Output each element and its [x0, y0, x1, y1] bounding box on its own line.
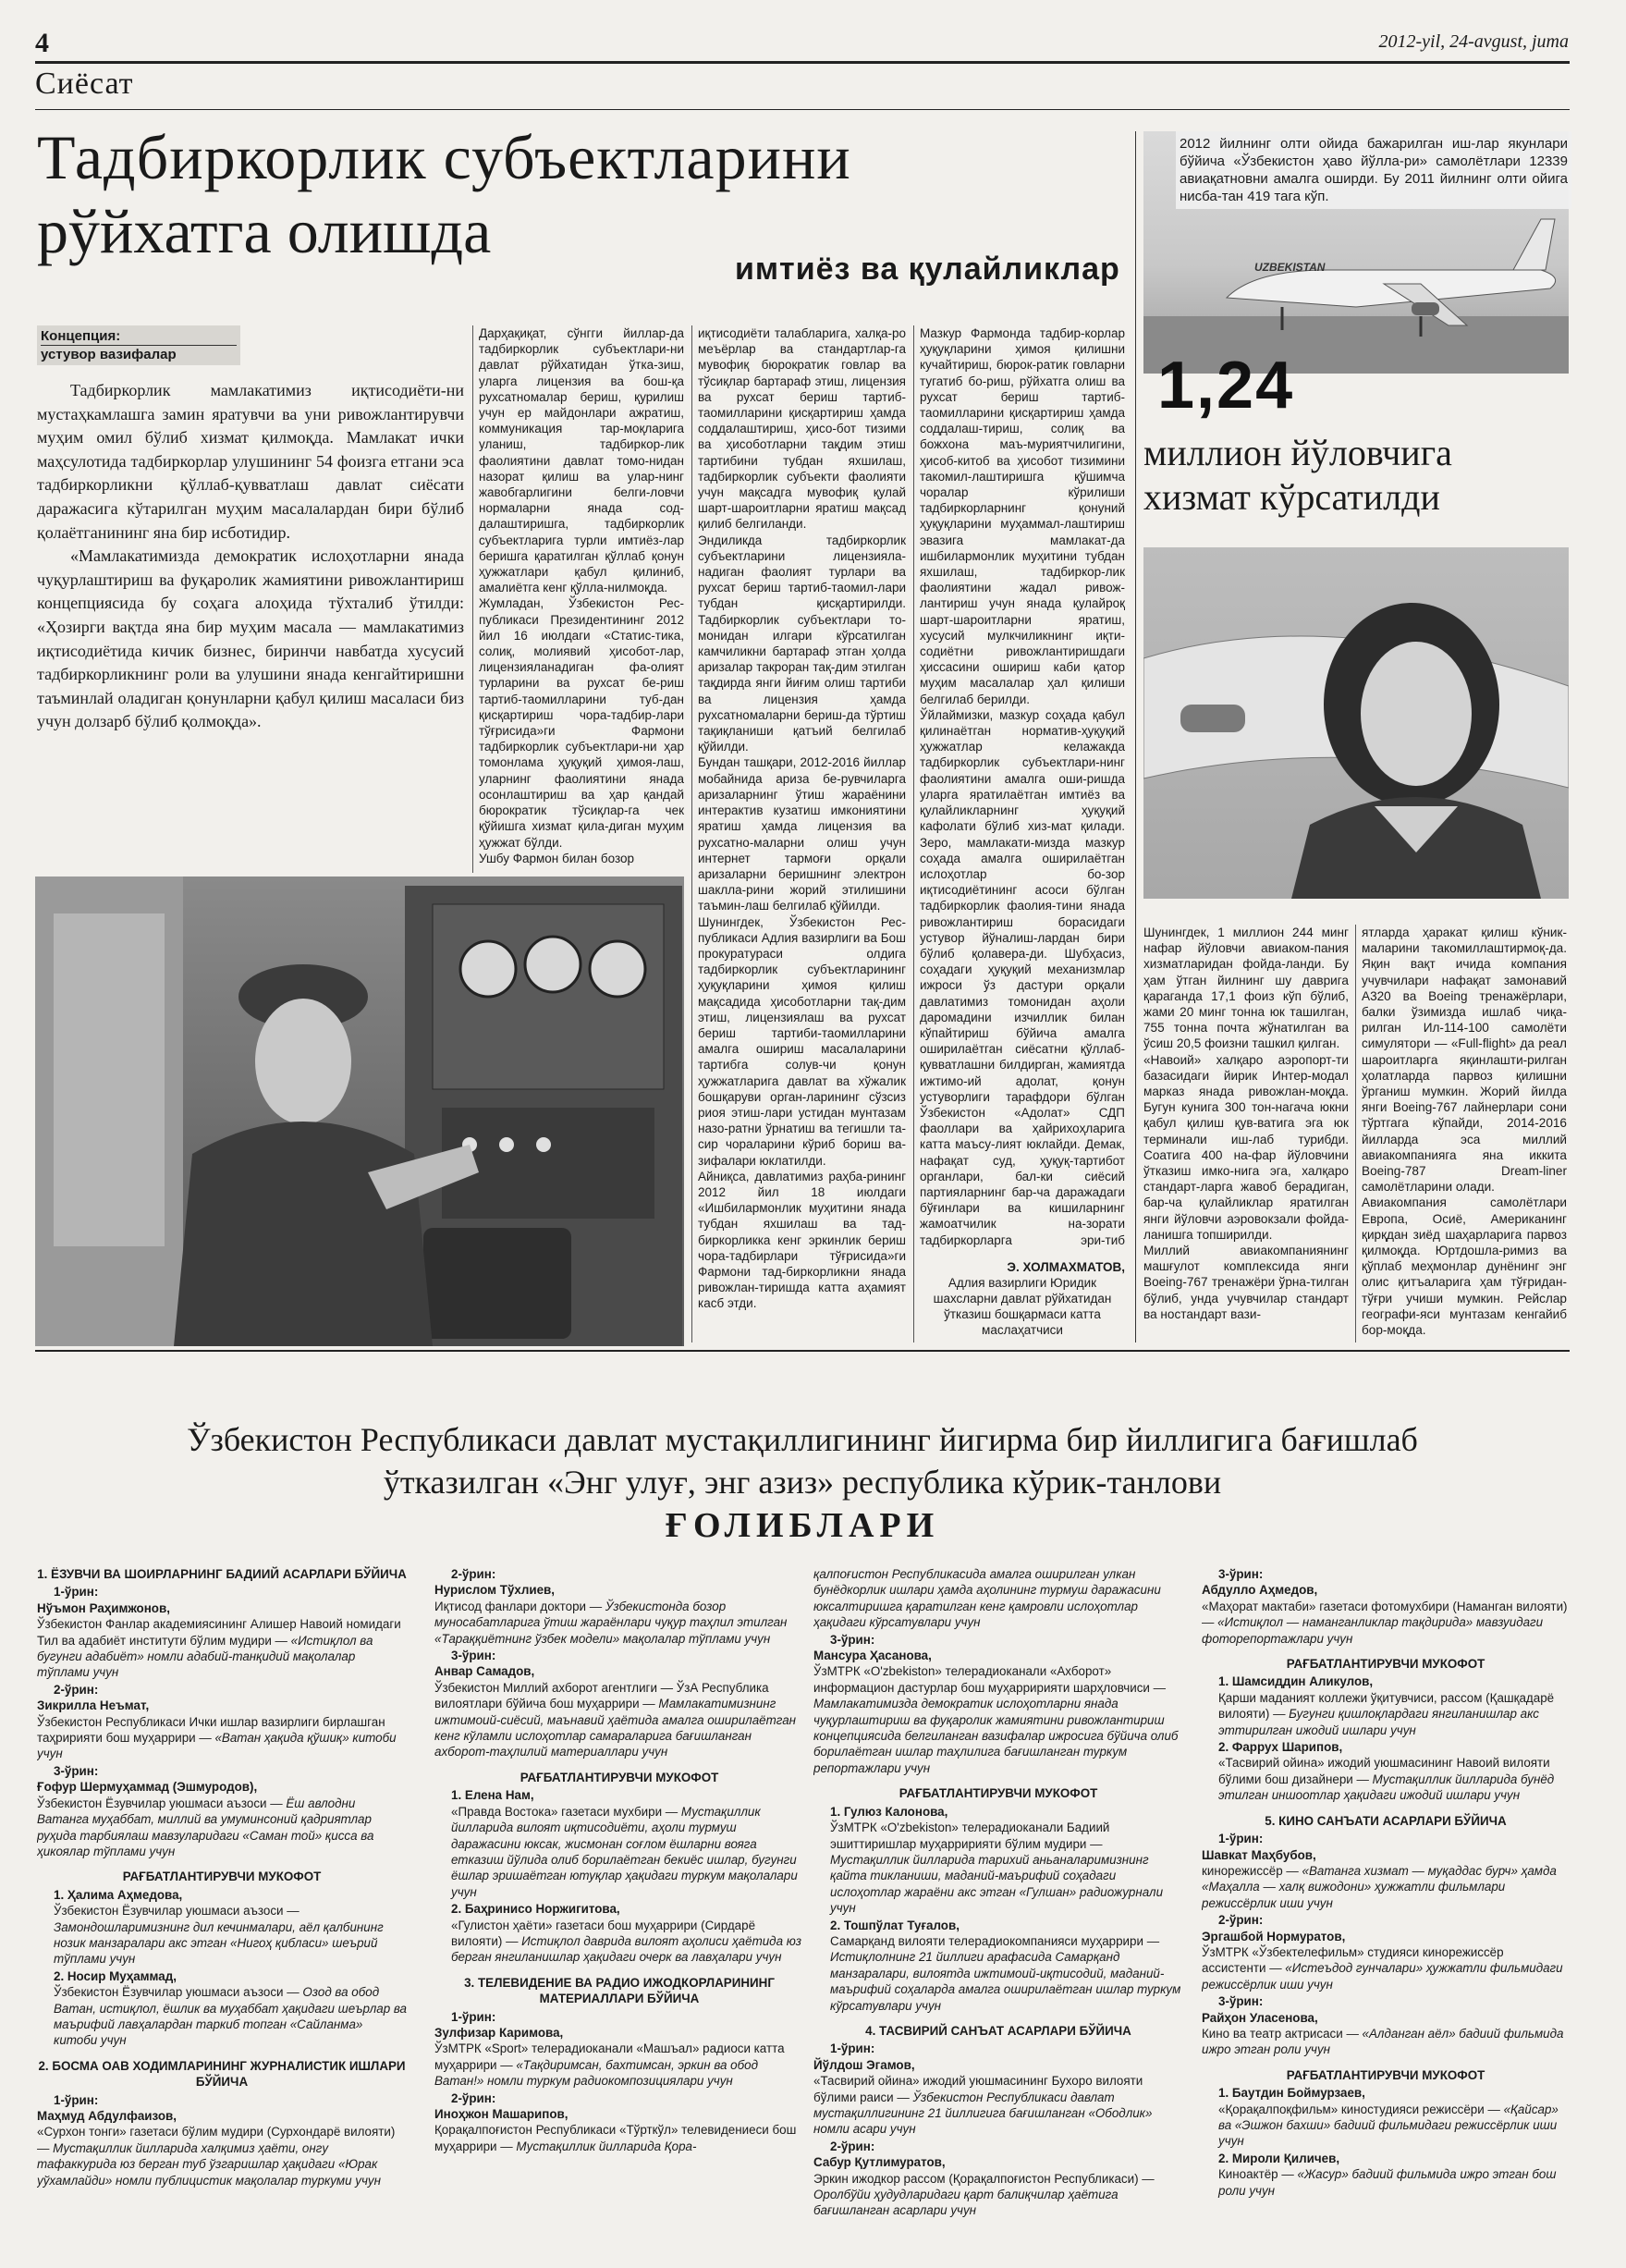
winner-position: ЎзМТРК «Sport» телерадиоканали «Машъал» радиоси катта муҳаррири [434, 2041, 785, 2072]
issue-date: 2012-yil, 24-avgust, juma [1378, 31, 1569, 52]
winner-name: Зулфизар Каримова, [434, 2025, 564, 2040]
winner-name: 2. Баҳриниcо Норжигитова, [451, 1902, 620, 1917]
contest-title-line1: Ўзбекистон Республикаси давлат мустақиллигининг йигирма бир йиллигига бағишлаб [187, 1421, 1418, 1458]
winner-position: Қарши маданият коллежи ўқитувчиси, рассом (Қашқадарё вилояти) [1218, 1690, 1555, 1722]
winner-work-continued: қалпоғистон Республикасида амалга оширилган улкан бунёдкорлик ишлари ҳамда аҳолининг турмуш даражасини юксалтиришга қаратилган кенг қамровли ислоҳотлар ҳақидаги кўрсатувлари учун [813, 1567, 1161, 1630]
winner-name: Абдулло Аҳмедов, [1202, 1583, 1318, 1598]
place-label: 2-ўрин: [451, 2090, 496, 2105]
contest-column-2 [434, 1561, 804, 2263]
sidebar-headline-line1: миллион йўловчига [1143, 432, 1452, 473]
winner-name: 1. Баутдин Боймурзаев, [1218, 2086, 1365, 2101]
encouragement-title: РАҒБАТЛАНТИРУВЧИ МУКОФОТ [899, 1786, 1098, 1801]
winner-entry [434, 1787, 804, 1900]
place-label: 3-ўрин: [1218, 1567, 1264, 1581]
column-divider [913, 325, 914, 1342]
winner-work: — «Тақдиримсан, бахтимсан, эркин ва обод Ватан!» номли туркум радиокомпозициялари учун [434, 2057, 759, 2089]
winner-work: — Мустақиллик йилларида халқимиз ҳаёти, онгу тафаккурида юз берган туб ўзгаришлар ҳақидаги «Юрак уўхамлайди» номли публицистик мақолалар туркуми учун [37, 2140, 381, 2188]
winner-work: — Оролбўйи ҳудудларидаги қарт балиқчилар ҳаётига бағишланган асарлари учун [813, 2171, 1155, 2218]
winner-work: — «Истиқлол ва бугунги адабиёт» номли адабий-танқидий мақолалар тўплами учун [37, 1633, 373, 1680]
encouragement-title: РАҒБАТЛАНТИРУВЧИ МУКОФОТ [1286, 2067, 1485, 2082]
winner-entry [434, 2106, 804, 2154]
winner-name: 1. Гулюз Калонова, [830, 1804, 948, 1819]
section-rule [35, 109, 1570, 110]
category-title: 4. ТАСВИРИЙ САНЪАТ АСАРЛАРИ БЎЙИЧА [865, 2023, 1131, 2038]
winner-position: Қорақалпоғистон Республикаси «Тўрткўл» телевидениеси бош муҳаррири [434, 2123, 797, 2153]
winner-name: Нўъмон Раҳимжонов, [37, 1600, 170, 1615]
winner-position: «Маҳорат мактаби» газетаси фотомухбири (Наманган вилояти) [1202, 1599, 1568, 1613]
contest-column-4 [1202, 1561, 1570, 2263]
winner-name: Нурислом Тўхлиев, [434, 1583, 555, 1598]
winner-work: — Мустақиллик йилларида тарихий аньаналаримизнинг қайта тикланиши, маданий-маърифий соҳадаги ислоҳотлар жараёни акс этган «Гулшан» радиожурнали учун [830, 1836, 1164, 1916]
winner-position: Киноактёр [1218, 2167, 1278, 2182]
category-title: 1. ЁЗУВЧИ ВА ШОИРЛАРНИНГ БАДИИЙ АСАРЛАРИ БЎЙИЧА [37, 1567, 407, 1581]
place-label: 3-ўрин: [1218, 1994, 1264, 2009]
winner-position: Ўзбекистон Миллий ахборот агентлиги — ЎзА Республика вилоятлари бўйича бош муҳаррири [434, 1680, 769, 1711]
column-divider [1355, 925, 1356, 1342]
winner-name: 1. Ҳалима Аҳмедова, [54, 1887, 183, 1902]
winner-entry [37, 1779, 407, 1859]
winner-entry [813, 1918, 1183, 2014]
winner-entry [37, 1887, 407, 1968]
winner-entry [37, 2108, 407, 2188]
winner-entry [37, 1968, 407, 2049]
winner-position: «Тасвирий ойина» ижодий уюшмасининг Навоий вилояти бўлими бош дизайнери [1218, 1756, 1550, 1786]
sidebar-text-col2: ятларда ҳаракат қилиш кўник-маларини такомиллаштирмоқ-да. Яқин вақт ичида компания учувчилари нафақат замонавий A320 ва Boeing тренажёрлари, балки ўзимизда ишлаб чиқа-рилган Ил-114-100 самолёти симулятори — «Full-flight» да реал шароитларга яқинлашти-рилган ҳолатларда парвоз қилишни ўрганиш мумкин. Жорий йилда янги Boeing-767 лайнерлари сони тўртгага кўпайди, 2014-2016 йилларда эса миллий авиакомпанияга яна иккита Boeing-787 Dream-liner самолётларини олади. Авиакомпания самолётлари Европа, Осиё, Американинг қирқдан зиёд шаҳарларига парвоз қилмоқда. Юртдошла-римиз ва қўплаб меҳмонлар дунёнинг энг олис қитъаларига ҳам тўғридан-тўғри учиши мумкин. Рейслар географи-яси мунтазам кенгайиб бор-моқда. [1362, 926, 1567, 1338]
winner-entry [1202, 2010, 1570, 2058]
winner-work: — Озод ва обод Ватан, истиқлол, ёшлик ва муҳаббат ҳақидаги шеърлар ва маърифий лавҳалардан таркиб топган «Сайланма» китоби учун [54, 1985, 407, 2048]
article-column-4: Мазкур Фармонда тадбир-корлар ҳуқуқларини ҳимоя қилишни кучайтириш, бюрок-ратик говларни тугатиб бо-риш, рўйхатга олиш ва рухсат бериш тартиб-таомилларини қисқартириш ҳамда соддалаш-тириш, солиқ ва божхона маъ-муриятчилигини, ҳисоб-китоб ва ҳисобот тизимини такомил-лаштиришга қўшимча чоралар кўрилиши тадбиркорларнинг қонуний ҳуқуқларини муҳаммал-лаштириш эвазига мамлакат-да ишбилармонлик муҳитини тубдан яхшилаш, тадбиркор-лик фаолиятини жадал ривож-лантириш учун янада қулайроқ шарт-шароитларни яратиш, хусусий мулкчиликнинг иқти-содиётни ривожлантиришдаги ҳиссасини ошириш каби қатор муҳим масалалар ҳал қилиши белгилаб берилди. Ўйлаймизки, мазкур соҳада қабул қилинаётган норматив-ҳуқуқий ҳужжатлар келажакда тадбиркорлик субъектлари-нинг фаолиятини амалга оши-ришда уларга яратилаётган имтиёз ва қулайликларнинг ҳуқуқий кафолати бўлиб хиз-мат қилади. Зеро, мамлакати-мизда мазкур соҳада амалга оширилаётган ислоҳотлар бо-зор иқтисодиётининг асоси бўлган тадбиркорлик фаолия-тини янада ривожлантириш борасидаги устувор йўналиш-лардан бири бўлиб қолавера-ди. Шубҳасиз, соҳадаги ҳуқуқий механизмлар ижроси ўз дастури орқали давлатимиз томонидан аҳоли даромадини изчиллик билан кўпайтириш бўйича амалга оширилаётган сиёсатни қўллаб-қувватлашни билдирган, жамиятда ижтимо-ий адолат, қонун устуворлиги тарафдори бўлган Ўзбекистон «Адолат» СДП фаоллари ва ҳайрихоҳларига катта маъсу-лият юклайди. Демак, нафақат суд, ҳуқуқ-тартибот органлари, бал-ки сиёсий партияларнинг бар-ча даражадаги бўғинлари ва кишиларнинг жамоатчилик на-зорати тадбиркорларга эри-тиб [920, 326, 1125, 1247]
author-role: Адлия вазирлиги Юридик шахсларни давлат рўйхатидан ўтказиш бошқармаси катта маслаҳатчиси [933, 1276, 1112, 1337]
place-label: 1-ўрин: [54, 2092, 99, 2107]
stewardess-illustration [1143, 547, 1569, 899]
place-label: 2-ўрин: [54, 1682, 99, 1697]
winner-entry [434, 1582, 804, 1647]
winner-name: Сабур Қутлимуратов, [813, 2155, 946, 2170]
place-label: 1-ўрин: [1218, 1832, 1264, 1846]
article-column-3: иқтисодиёти талабларига, халқа-ро меъёрлар ва стандартлар-га мувофиқ бюрократик говлар ва тўсиқлар бартараф этиш, лицензия ва рухсат бериш тартиб-таомилларини қисқартириш ҳамда соддалаштириш, ҳисо-бот тизими ва ҳисоботларни тақдим этиш тартибини тубдан яхшилаш, тадбиркорлик субъекти фаолияти учун мақсадга мувофиқ қулай шарт-шароитларни яратиш мақсад қилиб белгиланди. Эндиликда тадбиркорлик субъектларини лицензияла-надиган фаолият турлари ва рухсат бериш тартиб-таомил-лари тубдан қисқартирилди. Тадбиркорлик субъектлари то-монидан илгари кўрсатилган камчиликни бартараф этган ҳолда аризалар такроран тақ-дим этилган тақдирда янги йиғим олиш тартиби ва лицензия ҳамда рухсатномаларни бериш-да тўртиш тақиқланиши қатъий белгилаб қўйилди. Бундан ташқари, 2012-2016 йиллар мобайнида ариза бе-рувчиларга аризаларнинг ўтиш жараёнини интерактив кузатиш имкониятини яратиш ҳамда лицензия ва рухсатно-маларни олиш учун интернет тармоғи орқали аризаларни беришнинг электрон шаклла-рини жорий этилишини таъмин-лаш белгилаб қўйилди. Шунингдек, Ўзбекистон Рес-публикаси Адлия вазирлиги ва Бош прокуратураси олдига тадбиркорлик субъектларининг ҳуқуқларини ҳимоя қилиш мақсадида ҳисоботларни тақ-дим этиш, лицензиялаш ва рухсат бериш тартиби-таомилларини амалга ошириш масалаларини тартибга солув-чи қонун ҳужжатларига давлат ва хўжалик бошқаруви орган-ларининг сўзсиз риоя этиш-лари устидан мунтазам назо-ратни ўрнатиш ва тегишли та-сир чораларини кўриб бориш ва-зифалари юклатилди. Айниқса, давлатимиз раҳба-рининг 2012 йил 18 июлдаги «Ишбилармонлик муҳитини янада тубдан яхшилаш ва тад-биркорликка кенг эркинлик бериш чора-тадбирлари тўғрисида»ги Фармони тад-биркорликни янада ривожлан-тиришда катта аҳамият касб этди. [698, 326, 906, 1311]
winner-entry [37, 1600, 407, 1681]
winner-work: — Мустақиллик йилларида Қора- [500, 2139, 697, 2153]
article-column-2: Дарҳақиқат, сўнгги йиллар-да тадбиркорлик субъектлари-ни давлат рўйхатидан ўтка-зиш, уларга лицензия ва бош-қа рухсатномалар бериш, қурилиш учун ер майдонлари ажратиш, коммуникация тар-моқларига уланиш, тадбиркор-лик фаолиятини давлат томо-нидан назорат қилиш ва улар-нинг жавобгарлигини белги-ловчи нормаларни янада сод-далаштиришга, тадбиркорлик субъектларига турли имтиёз-лар беришга қаратилган қўллаб қонун ҳужжатлари қабул қилиниб, амалиётга кенг қўлла-нилмоқда. Жумладан, Ўзбекистон Рес-публикаси Президентининг 2012 йил 16 июлдаги «Статис-тика, солиқ, молиявий ҳисобот-лар, лицензияланадиган фа-олият турларини ва рухсат бе-риш тартиб-таомилларини туб-дан қисқартириш чора-тадбир-лари тўғрисида»ги Фармони тадбиркорлик субъектлари-ни ҳар томонлама ҳуқуқий ҳимоя-лаш, уларнинг фаолиятини янада осонлаштириш ва ҳар қандай бюрократик тўсиқлар-га чек қўйишга хизмат қила-диган муҳим ҳужжат бўлди. Ушбу Фармон билан бозор [479, 326, 684, 865]
winner-work: — «Истиқлол — наманганликлар тақдирида» мавзуидаги фоторепортажлари учун [1202, 1615, 1544, 1646]
winner-entry [813, 2057, 1183, 2138]
winner-name: 1. Елена Нам, [451, 1788, 534, 1803]
winner-name: Эргашбой Нормуратов, [1202, 1929, 1346, 1943]
winner-position: «Қорақалпоқфильм» киностудияси режиссёри [1218, 2102, 1485, 2116]
winner-name: Шавкат Маҳбубов, [1202, 1847, 1316, 1862]
winner-work: — Истиқлолнинг 21 йиллиги арафасида Самарқанд манзаралари, вилоятда ижтимоий-иқтисодий, маданий-маърифий соҳаларда амалга оширилаётган ишлар туркум кўрсатувлари учун [830, 1933, 1181, 2013]
place-label: 1-ўрин: [451, 2009, 496, 2024]
winner-work: — Истиқлол даврида вилоят аҳолиси ҳаётида юз берган янгиланишлар ҳақидаги очерк ва лавҳалари учун [451, 1933, 802, 1965]
winner-work: — Мамлакатимизнинг ижтимоий-сиёсий, маънавий ҳаётида амалга оширилаётган кенг кўламли ислоҳотлар самараларига бағишланган ахборот-таҳлилий материаллари учун [434, 1697, 797, 1759]
winner-work: — Мамлакатимизда демократик ислоҳотларни янада чуқурлаштириш ва фуқаролик жамиятини ривожлантириш концепциясида белгиланган вазифалар ижросига бўйича олиб борилаётган ишлар таҳлилига бағишланган туркум репортажлари учун [813, 1680, 1179, 1775]
passenger-count-big-number: 1,24 [1157, 349, 1295, 423]
column-divider [472, 325, 473, 873]
author-name: Э. ХОЛМАХМАТОВ, [1007, 1260, 1125, 1274]
category-title: 5. КИНО САНЪАТИ АСАРЛАРИ БЎЙИЧА [1265, 1813, 1507, 1828]
section-title: Сиёсат [35, 67, 134, 101]
winner-work: — Бугунги қишлоқлардаги янгиланишлар акс эттирилган ижодий ишлари учун [1218, 1707, 1539, 1737]
winner-name: Анвар Самадов, [434, 1664, 535, 1679]
contest-column-1 [37, 1561, 407, 2263]
winner-position: ЎзМТРК «O'zbekiston» телерадиоканали «Ахборот» информацион дастурлар бош муҳарририяти шарҳловчиси [813, 1664, 1150, 1695]
winner-position: Иқтисод фанлари доктори [434, 1599, 587, 1613]
plane-brand-label: UZBEKISTAN [1254, 261, 1326, 274]
sidebar-text-col1: Шунингдек, 1 миллион 244 минг нафар йўловчи авиаком-пания хизматларидан фойда-ланди. Бу ҳам ўтган йилнинг шу даврига қараганда 17,1 фоиз кўп бўлиб, жами 20 минг тонна юк ташилган, 755 тонна почта жўнатилган ва ўсиш 20,5 фоизни ташкил қилган. «Навоий» халқаро аэропорт-ти базасидаги йирик Интер-модал марказ янада ривожлан-моқда. Бугун кунига 300 тон-нагача юкни қабул қилиш қув-ватига эга юк терминали иш-лаб турибди. Соатига 400 на-фар йўловчини ўтказиш имко-нига эга, халқаро стандарт-ларга жавоб берадиган, бар-ча қулайликлар яратилган янги йўловчи аэровокзали фойда-ланишга топширилди. Миллий авиакомпаниянинг машғулот комплексида янги Boeing-767 тренажёри ўрна-тилган бўлиб, унда учувчилар стандарт ва ностандарт вази- [1143, 926, 1349, 1321]
article-title-line2: рўйхатга олишда [37, 196, 492, 266]
contest-title-winners: ҒОЛИБЛАРИ [665, 1506, 940, 1545]
winner-work: — Ёш авлодни Ватанга муҳаббат, миллий ва умуминсоний қадриятлар руҳида тарбиялаш мавзуларидаги «Саман той» қисса ва ҳикоялар тўплами учун [37, 1796, 374, 1858]
winner-name: Йўлдош Эгамов, [813, 2057, 915, 2072]
plane-caption: 2012 йилнинг олти ойида бажарилган иш-лар якунлари бўйича «Ўзбекистон ҳаво йўлла-ри» самолётлари 12339 авиақатновни амалга оширди. Бу 2011 йилнинг олти ойига нисба-тан 419 тага кўп. [1176, 131, 1571, 209]
article-subtitle: имтиёз ва қулайликлар [735, 251, 1120, 287]
place-label: 1-ўрин: [830, 2041, 875, 2056]
winner-position: ЎзМТРК «Ўзбектелефильм» студияси кинорежиссёр ассистенти [1202, 1944, 1504, 1976]
winner-entry [37, 1698, 407, 1762]
winner-work: — Мустақиллик йилларида вилоят иқтисодиёти, аҳоли турмуш даражасини юксак, жисмонан соғлом ёшларни вояга етказиш йўлида олиб борилаётган бекиёс ишлар, бугунги ёшлар эришаётган ютуқлар ҳақидаги туркум мақолалари учун [451, 1804, 798, 1899]
winner-work: — Мустақиллик йилларида бунёд этилган иншоотлар ҳақидаги ижодий ишлари учун [1218, 1771, 1555, 1803]
author-signature [920, 1259, 1125, 1338]
winner-position: Эркин ижодкор рассом (Қорақалпоғистон Республикаси) [813, 2171, 1139, 2186]
winner-name: Мансура Ҳасанова, [813, 1649, 932, 1663]
encouragement-title: РАҒБАТЛАНТИРУВЧИ МУКОФОТ [520, 1770, 719, 1784]
winner-name: Ғофур Шермуҳаммад (Эшмуродов), [37, 1780, 258, 1795]
concept-label [37, 325, 240, 365]
winner-work: — Ўзбекистон Республикаси давлат мустақиллигининг 21 йиллигига бағишланган «Ободлик» номли асари учун [813, 2090, 1153, 2137]
winner-name: 2. Носир Муҳаммад, [54, 1968, 177, 1983]
contest-title-line2: ўтказилган «Энг улуғ, энг азиз» республика кўрик-танлови [383, 1464, 1222, 1501]
winner-name: Райҳон Уласенова, [1202, 2010, 1318, 2025]
winner-name: 2. Мироли Қиличев, [1218, 2151, 1340, 2165]
winner-name: Зикрилла Неъмат, [37, 1698, 150, 1713]
winner-position: Кино ва театр актрисаси [1202, 2026, 1343, 2041]
place-label: 2-ўрин: [1218, 1913, 1264, 1928]
winner-work: — «Ватан ҳақида қўшиқ» китоби учун [37, 1731, 397, 1761]
winner-name: 1. Шамсиддин Аликулов, [1218, 1674, 1374, 1689]
lead-paragraph: Тадбиркорлик мамлакатимиз иқтисодиёти-ни мустаҳкамлашга замин яратувчи ва уни ривожлантирувчи муҳим омил бўлиб хизмат қилмоқда. Мамлакат ички маҳсулотида тадбиркорлар улушининг 54 фоизга етгани эса тадбиркорликни қўллаб-қувватлаш давлат сиёсати даражасига кўтарилган муҳим масалалардан бири бўлиб қолаётганининг яна бир исботидир. [37, 381, 464, 542]
section-separator [35, 1350, 1570, 1352]
category-title: 3. ТЕЛЕВИДЕНИЕ ВА РАДИО ИЖОДКОРЛАРИНИНГ МАТЕРИАЛЛАРИ БЎЙИЧА [464, 1975, 775, 2006]
winner-entry [1202, 1739, 1570, 1804]
winner-entry [434, 1663, 804, 1759]
worker-photo [35, 877, 684, 1346]
winner-work: — Замондошларимизнинг дил кечинмалари, аёл қалбининг нозик манзаралари акс этган «Нигоҳ қибласи» шеърий тўплами учун [54, 1904, 384, 1967]
winner-position: Ўзбекистон Республикаси Ички ишлар вазирлиги бирлашган таҳририяти бош муҳаррири [37, 1714, 385, 1746]
lead-paragraph: «Мамлакатимизда демократик ислоҳотларни янада чуқурлаштириш ва фуқаролик жамиятини ривожлантириш концепциясида бу соҳага алоҳида тўхталиб ўтилди: «Ҳозирги вақтда яна бир муҳим масала — мамлакатимиз иқтисодиётида кичик бизнес, биринчи навбатда хусусий тадбиркорликнинг роли ва улушини янада кенгайтиришни таъминлай оладиган қонунларни қабул қилиш масаласи биз учун долзарб бўлиб қолмоқда». [37, 546, 464, 731]
winner-entry [813, 1648, 1183, 1776]
place-label: 2-ўрин: [830, 2139, 875, 2153]
worker-photo-illustration [35, 877, 684, 1346]
sidebar-divider [1135, 131, 1136, 1342]
place-label: 3-ўрин: [54, 1763, 99, 1778]
winner-work: — «Қайсар» ва «Эшжон бахши» бадиий фильмидаги режиссёрлик иши учун [1218, 2102, 1559, 2149]
winner-position: «Гулистон ҳаёти» газетаси бош муҳаррири (Сирдарё вилояти) [451, 1918, 756, 1948]
contest-column-3 [813, 1561, 1183, 2263]
stewardess-photo [1143, 547, 1569, 899]
column-divider [691, 325, 692, 1342]
header-rule [35, 61, 1570, 64]
winner-position: кинорежиссёр [1202, 1863, 1283, 1878]
winner-work: — Ўзбекистонда бозор муносабатларига ўтиш жараёнлари чуқур таҳлил этилган «Тараққиётнинг ўзбек модели» мақолалар тўплами учун [434, 1599, 788, 1646]
winner-name: Иноҳжон Машарипов, [434, 2107, 568, 2121]
article-title-line1: Тадбиркорлик субъектларини [37, 122, 851, 192]
winner-position: Ўзбекистон Ёзувчилар уюшмаси аъзоси [54, 1904, 284, 1919]
winner-work: — «Алданган аёл» бадиий фильмида ижро этган роли учун [1202, 2026, 1564, 2057]
winner-entry [1202, 1673, 1570, 1738]
winner-entry [813, 1804, 1183, 1917]
winner-name: 2. Тошпўлат Туғалов, [830, 1918, 960, 1932]
winner-entry [1202, 2151, 1570, 2199]
winner-position: «Сурхон тонги» газетаси бўлим мудири (Сурхондарё вилояти) [37, 2125, 396, 2139]
winner-work: — «Истеъдод гунчалари» ҳужжатли фильмидаги режиссёрлик иши учун [1202, 1961, 1563, 1992]
place-label: 2-ўрин: [451, 1567, 496, 1581]
winner-work: — «Жасур» бадиий фильмида ижро этган бош роли учун [1218, 2167, 1557, 2198]
place-label: 3-ўрин: [830, 1632, 875, 1647]
winner-entry [1202, 2085, 1570, 2150]
winner-entry [1202, 1847, 1570, 1912]
winner-name: 2. Фаррух Шарипов, [1218, 1740, 1343, 1755]
winner-position: Ўзбекистон Ёзувчилар уюшмаси аъзоси [37, 1796, 267, 1810]
winner-entry [434, 1901, 804, 1966]
place-label: 3-ўрин: [451, 1649, 496, 1663]
article-lead [37, 379, 464, 734]
encouragement-title: РАҒБАТЛАНТИРУВЧИ МУКОФОТ [1286, 1657, 1485, 1672]
winner-position: ЎзМТРК «O'zbekiston» телерадиоканали Бадиий эшиттиришлар муҳарририяти бўлим мудири [830, 1821, 1110, 1851]
winner-name: Маҳмуд Абдулфаизов, [37, 2109, 177, 2123]
sidebar-headline-line2: хизмат кўрсатилди [1143, 476, 1440, 518]
place-label: 1-ўрин: [54, 1585, 99, 1600]
page-number: 4 [35, 28, 49, 58]
winner-entry [813, 2154, 1183, 2219]
category-title: 2. БОСМА ОАВ ХОДИМЛАРИНИНГ ЖУРНАЛИСТИК ИШЛАРИ БЎЙИЧА [38, 2058, 406, 2090]
winner-position: «Тасвирий ойина» ижодий уюшмасининг Бухоро вилояти бўлими раиси [813, 2074, 1143, 2104]
encouragement-title: РАҒБАТЛАНТИРУВЧИ МУКОФОТ [122, 1870, 322, 1884]
winner-position: «Правда Востока» газетаси мухбири [451, 1804, 663, 1819]
winner-position: Ўзбекистон Ёзувчилар уюшмаси аъзоси [54, 1985, 284, 2000]
winner-work: — «Ватанга хизмат — муқаддас бурч» ҳамда «Маҳалла — халқ вижодони» ҳужжатли фильмлари режиссёрлик иши учун [1202, 1863, 1557, 1910]
winner-entry [1202, 1929, 1570, 1993]
concept-label-line2: устувор вазифалар [41, 345, 237, 363]
winner-entry [434, 2025, 804, 2090]
winner-position: Самарқанд вилояти телерадиокомпанияси муҳаррири [830, 1933, 1143, 1948]
winner-position: Ўзбекистон Фанлар академиясининг Алишер Навоий номидаги Тил ва адабиёт институти бўлим мудири [37, 1617, 401, 1648]
winner-entry [1202, 1582, 1570, 1647]
concept-label-line1: Концепция: [41, 328, 121, 344]
